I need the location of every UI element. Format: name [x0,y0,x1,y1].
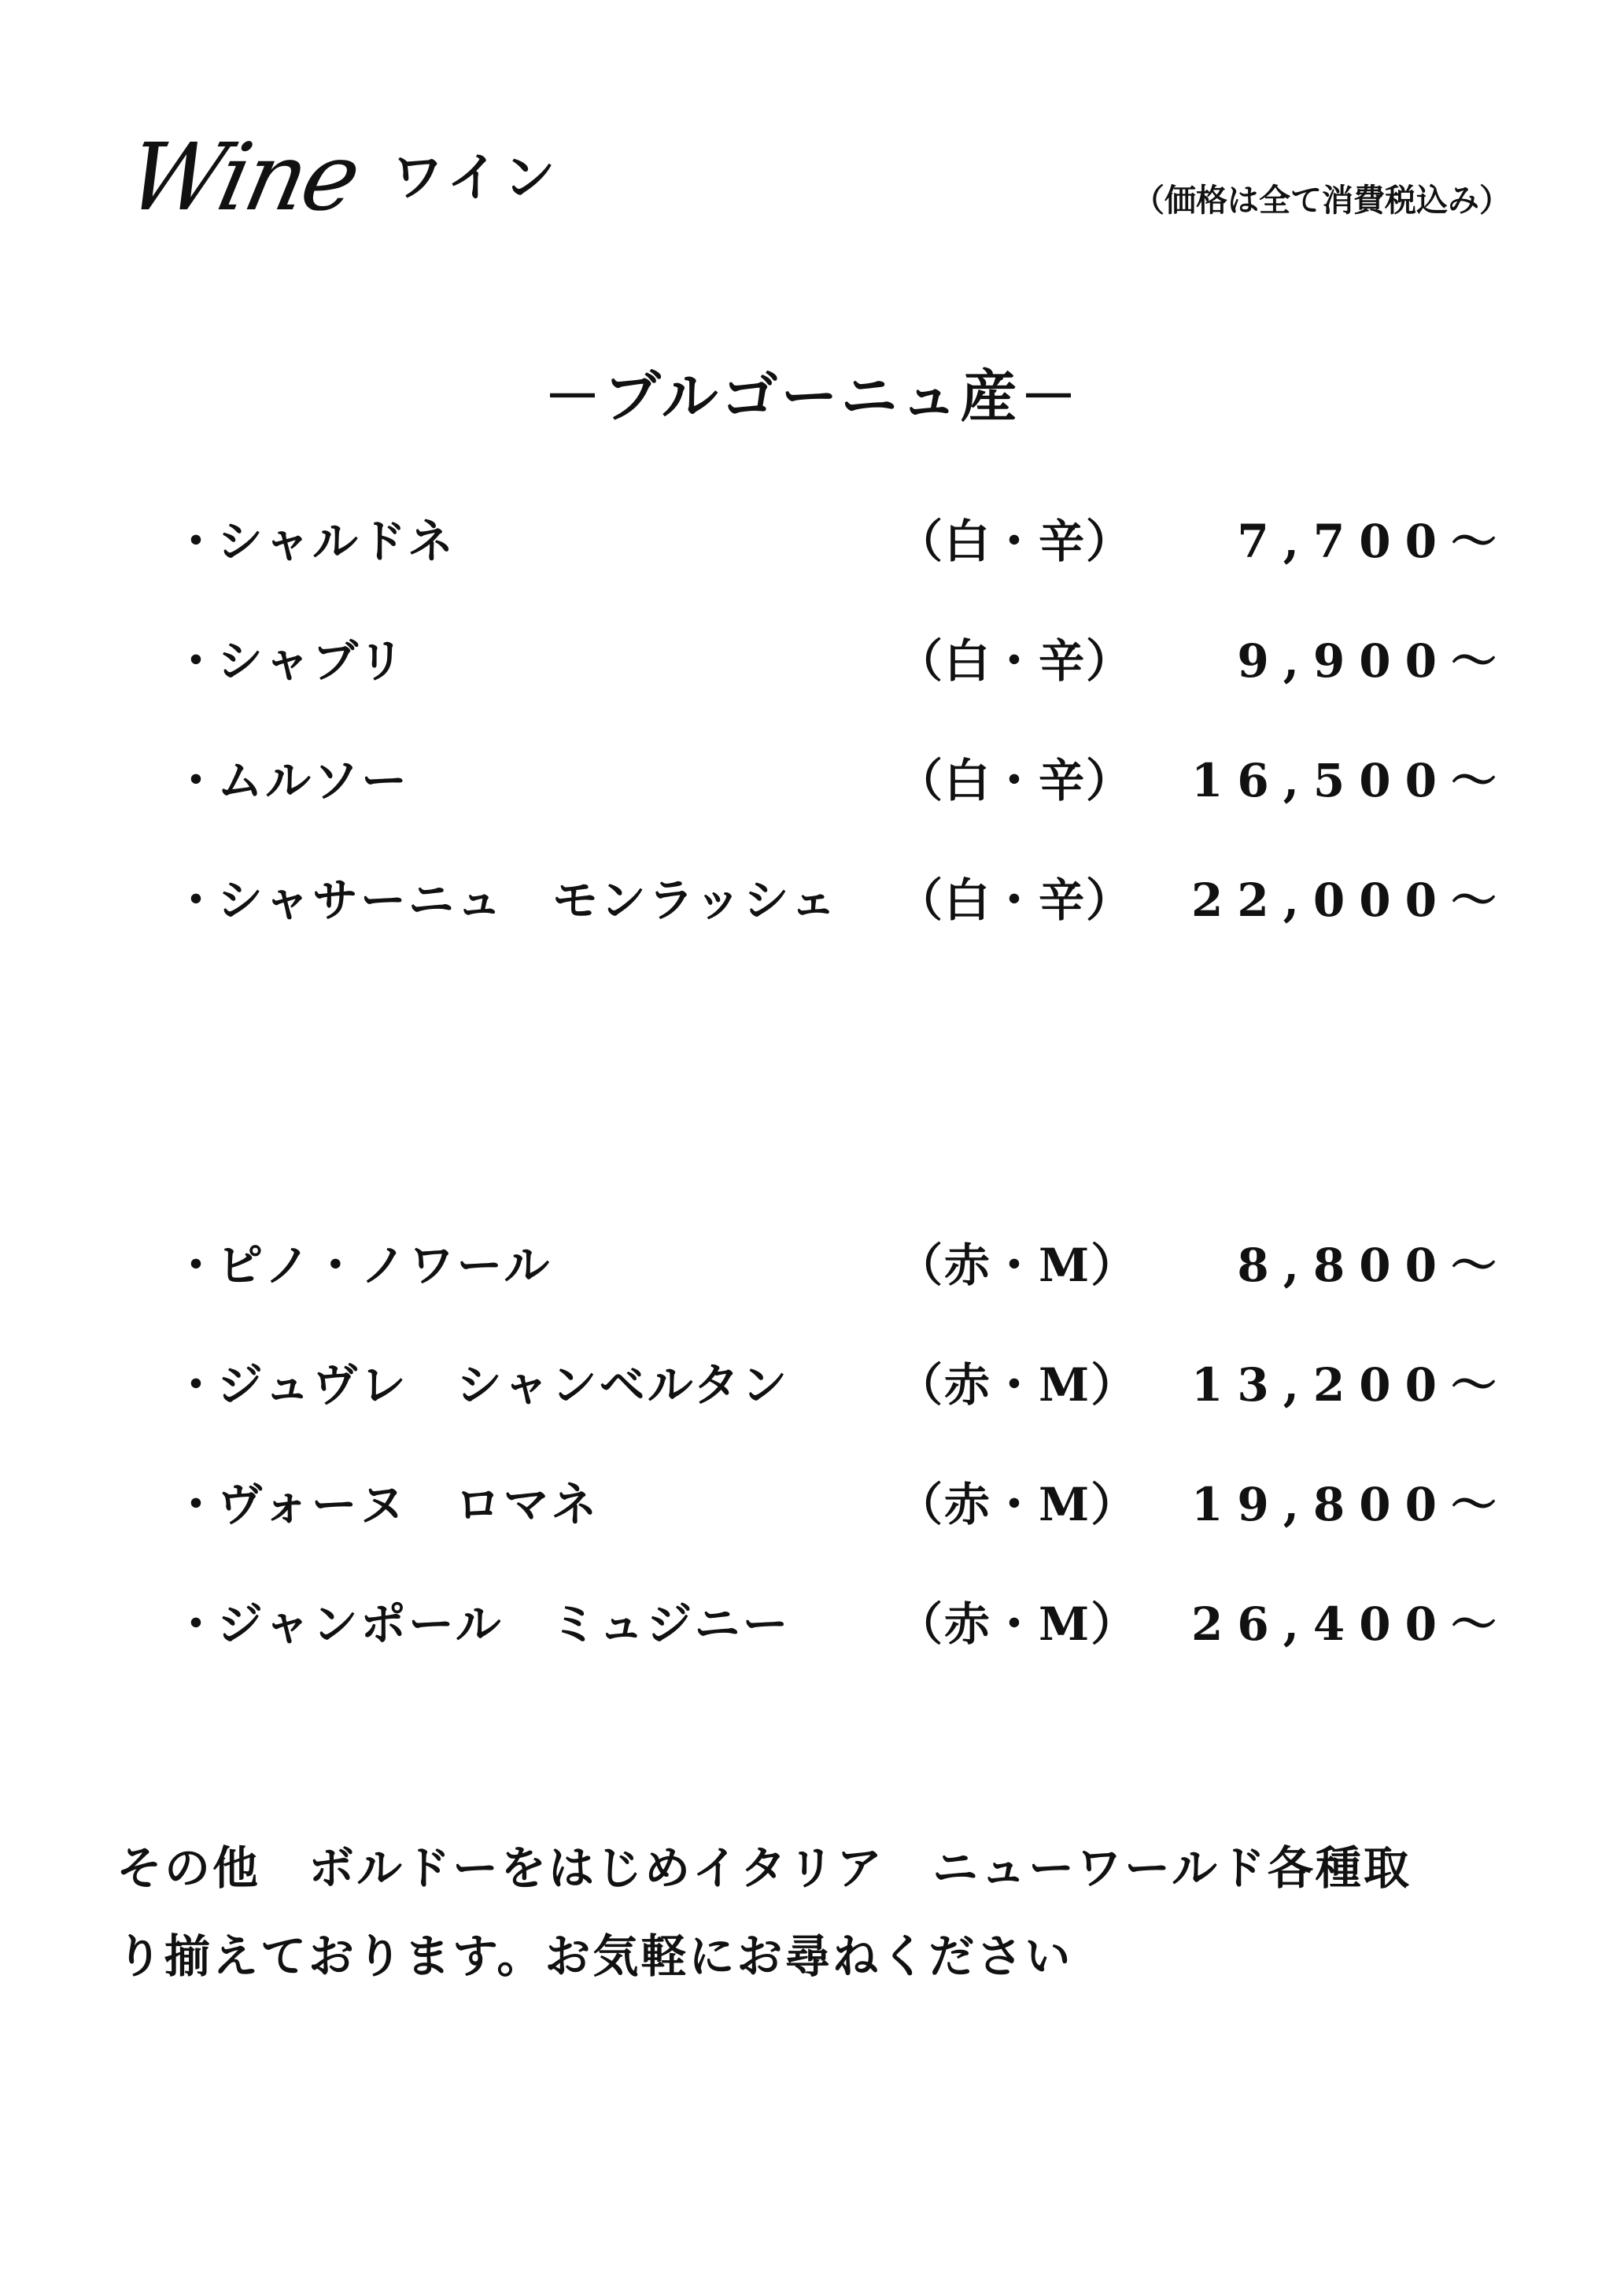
wine-type: （白・辛） [897,634,1134,688]
bullet: ・ [173,634,220,688]
bullet: ・ [173,515,220,568]
wine-price: 13,200～ [1191,1358,1511,1412]
wine-price: 22,000～ [1191,873,1511,927]
wine-script-title: Wine [118,123,367,231]
wine-type: （白・辛） [897,515,1134,568]
wine-row [173,749,1511,869]
wine-price: 9,900～ [1237,634,1511,688]
wine-price: 16,500～ [1191,754,1511,807]
wine-type: （赤・M） [897,1478,1139,1531]
footer-line-1: その他 ボルドーをはじめイタリア ニューワールド各種取 [116,1841,1412,1895]
wine-row [173,1234,1511,1353]
wine-row [173,510,1511,630]
wine-name: ジュヴレ シャンベルタン [217,1358,790,1412]
wine-price: 26,400～ [1191,1597,1511,1651]
wine-row [173,630,1511,749]
tax-included-note: （価格は全て消費税込み） [1133,182,1511,219]
menu-header [118,118,560,236]
wine-name: シャルドネ [217,515,456,568]
wine-row [173,1473,1511,1593]
wine-name: シャサーニュ モンラッシェ [217,873,839,927]
footer-line-2: り揃えております。お気軽にお尋ねください [116,1929,1073,1983]
bullet: ・ [173,1597,220,1651]
section-title-burgundy: －ブルゴーニュ産－ [544,363,1080,430]
red-wine-list [173,1234,1511,1712]
footer-note [116,1824,1517,2000]
wine-price: 8,800～ [1237,1239,1511,1292]
wine-type: （白・辛） [897,873,1134,927]
wine-price: 19,800～ [1191,1478,1511,1531]
wine-row [173,869,1511,988]
wine-name: ムルソー [217,754,410,807]
bullet: ・ [173,754,220,807]
wine-row [173,1353,1511,1473]
wine-name: ピノ・ノワール [217,1239,552,1292]
bullet: ・ [173,1358,220,1412]
bullet: ・ [173,873,220,927]
wine-type: （赤・M） [897,1239,1139,1292]
wine-row [173,1593,1511,1712]
bullet: ・ [173,1478,220,1531]
wine-name: ヴォーヌ ロマネ [217,1478,600,1531]
wine-type: （白・辛） [897,754,1134,807]
wine-type: （赤・M） [897,1358,1139,1412]
wine-type: （赤・M） [897,1597,1139,1651]
wine-price: 7,700～ [1237,515,1511,568]
white-wine-list [173,510,1511,988]
wine-japanese-title: ワイン [391,146,560,208]
wine-name: シャブリ [217,634,407,688]
bullet: ・ [173,1239,220,1292]
wine-name: ジャンポール ミュジニー [217,1597,791,1651]
